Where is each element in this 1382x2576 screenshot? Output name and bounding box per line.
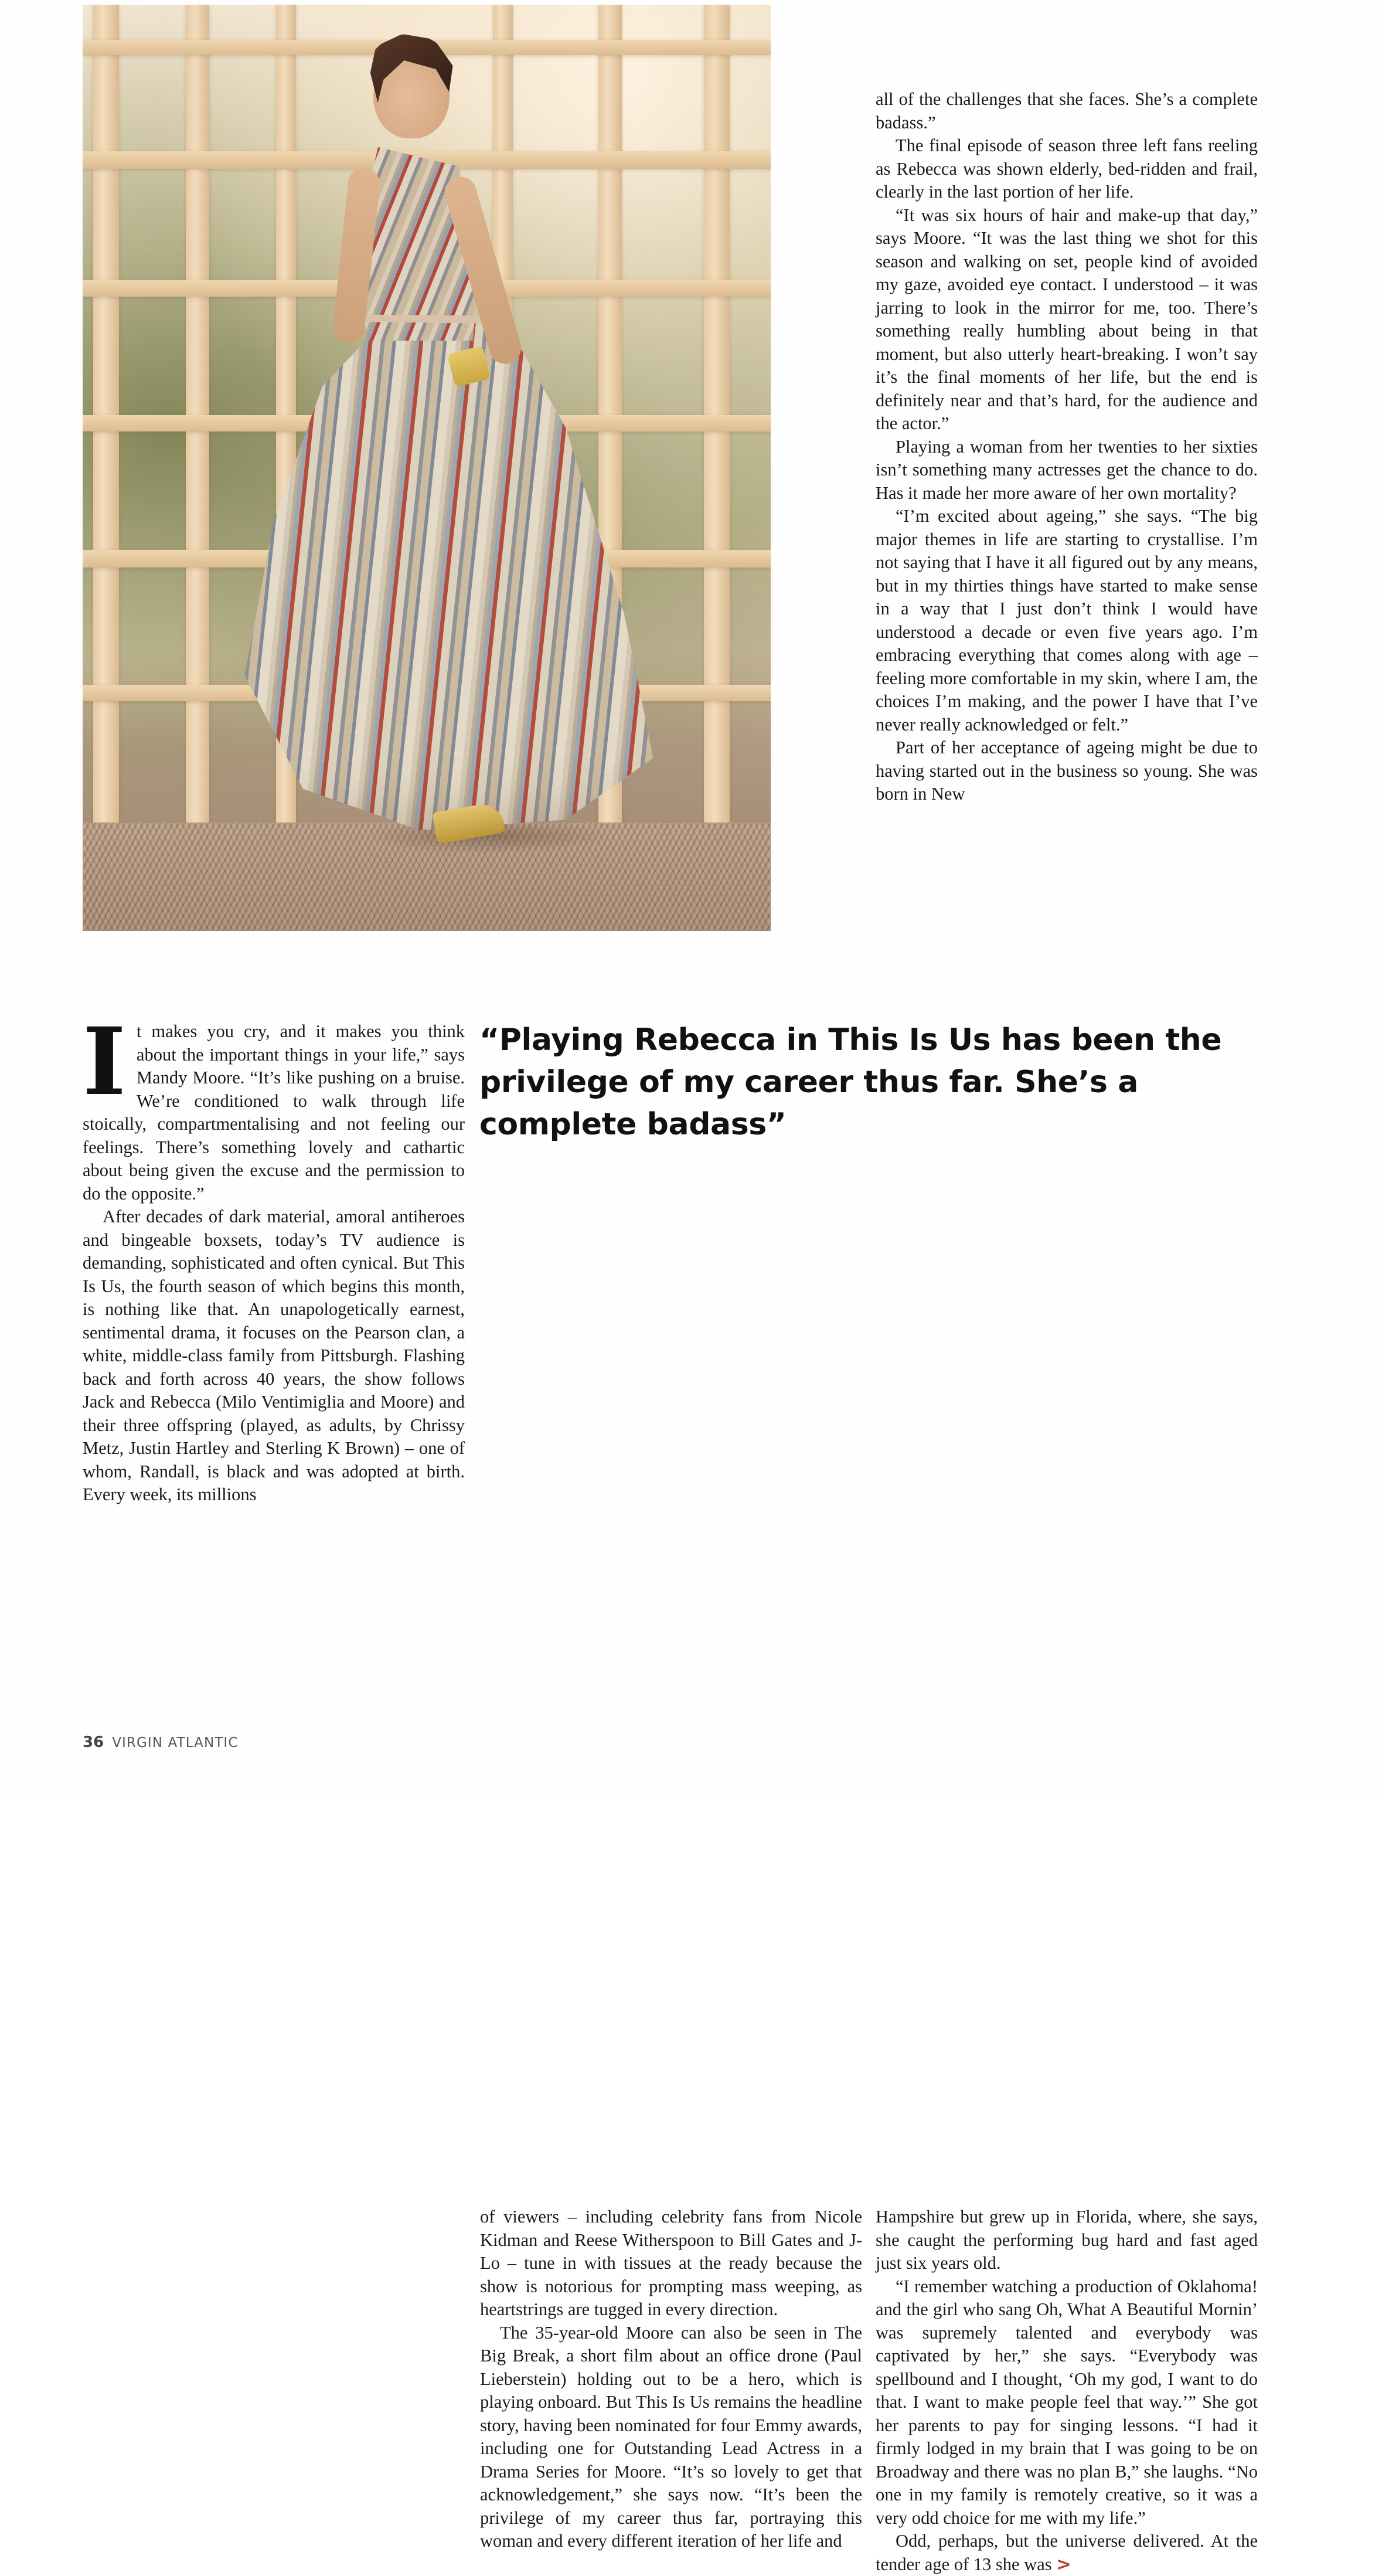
drop-cap: I [83, 1008, 126, 1116]
paragraph: After decades of dark material, amoral antiheroes and bingeable boxsets, today’s TV audience is demanding, sophisticated and often cynical. But This Is Us, the fourth season of which begins this month, is nothing like that. An unapologetically earnest, sentimental drama, it focuses on the Pearson clan, a white, middle-class family from Pittsburgh. Flashing back and forth across 40 years, the show follows Jack and Rebecca (Milo Ventimiglia and Moore) and their three offspring (played, as adults, by Chrissy Metz, Justin Hartley and Sterling K Brown) – one of whom, Randall, is black and was adopted at birth. Every week, its millions [83, 1207, 465, 1504]
masthead-label: VIRGIN ATLANTIC [112, 1735, 239, 1751]
body-column-1 [83, 1008, 465, 1507]
paragraph: “It was six hours of hair and make-up that day,” says Moore. “It was the last thing we shot for this season and walking on set, people kind of avoided my gaze, avoided eye contact. I understood – it was jarring to look in the mirror for me, too. There’s something really humbling about being in that moment, but also utterly heart-breaking. I won’t say it’s the final moments of her life, but the end is definitely near and that’s hard, for the audience and the actor.” [876, 205, 1258, 433]
article-photo [83, 5, 771, 931]
paragraph: all of the challenges that she faces. She’s a complete badass.” [876, 89, 1258, 132]
pull-quote: “Playing Rebecca in This Is Us has been the privilege of my career thus far. She’s a complete badass” [479, 1022, 1222, 1142]
paragraph: “I’m excited about ageing,” she says. “The big major themes in life are starting to crystallise. I’m not saying that I have it all figured out by any means, but in my thirties things have started to make sense in a way that I just don’t think I would have understood a decade or even five years ago. I’m embracing everything that comes along with age – feeling more comfortable in my skin, where I am, the choices I’m making, and the power I have that I’ve never really acknowledged or felt.” [876, 506, 1258, 735]
paragraph-last [876, 2530, 1258, 2576]
photo-background [83, 5, 771, 931]
paragraph-with-dropcap [83, 1008, 465, 1205]
paragraph: Hampshire but grew up in Florida, where, she says, she caught the performing bug hard and fast aged just six years old. [876, 2207, 1258, 2273]
body-column-2 [480, 2205, 862, 2553]
page-number: 36 [83, 1734, 104, 1751]
paragraph: The final episode of season three left fans reeling as Rebecca was shown elderly, bed-ridden and frail, clearly in the last portion of her life. [876, 135, 1258, 202]
paragraph: Part of her acceptance of ageing might be due to having started out in the business so young. She was born in New [876, 738, 1258, 804]
body-column-top-right [876, 88, 1258, 806]
paragraph-text: Odd, perhaps, but the universe delivered. At the tender age of 13 she was [876, 2531, 1258, 2574]
paragraph: “I remember watching a production of Oklahoma! and the girl who sang Oh, What A Beautiful Mornin’ was supremely talented and everybody was captivated by her,” she says. “Everybody was spellbound and I thought, ‘Oh my god, I want to do that. I want to make people feel that way.’” She got her parents to pay for singing lessons. “I had it firmly lodged in my brain that I was going to be on Broadway and there was no plan B,” she laughs. “No one in my family is remotely creative, so it was a very odd choice for me with my life.” [876, 2276, 1258, 2528]
paragraph-text: t makes you cry, and it makes you think about the important things in your life,” says Mandy Moore. “It’s like pushing on a bruise. We’re conditioned to walk through life stoically, compartmentalising and not feeling our feelings. There’s something lovely and cathartic about being given the excuse and the permission to do the opposite.” [83, 1021, 465, 1204]
body-column-3 [876, 2205, 1258, 2576]
continue-arrow-icon: > [1056, 2554, 1071, 2575]
paragraph: The 35-year-old Moore can also be seen in The Big Break, a short film about an office drone (Paul Lieberstein) holding out to be a hero, which is playing onboard. But This Is Us remains the headline story, having been nominated for four Emmy awards, including one for Outstanding Lead Actress in a Drama Series for Moore. “It’s so lovely to get that acknowledgement,” she says now. “It’s been the privilege of my career thus far, portraying this woman and every different iteration of her life and [480, 2322, 862, 2551]
paragraph: of viewers – including celebrity fans from Nicole Kidman and Reese Witherspoon to Bill Gates and J-Lo – tune in with tissues at the ready because the show is notorious for prompting mass weeping, as heartstrings are tugged in every direction. [480, 2207, 862, 2319]
paragraph: Playing a woman from her twenties to her sixties isn’t something many actresses get the chance to do. Has it made her more aware of her own mortality? [876, 436, 1258, 503]
page-footer [83, 1734, 238, 1751]
